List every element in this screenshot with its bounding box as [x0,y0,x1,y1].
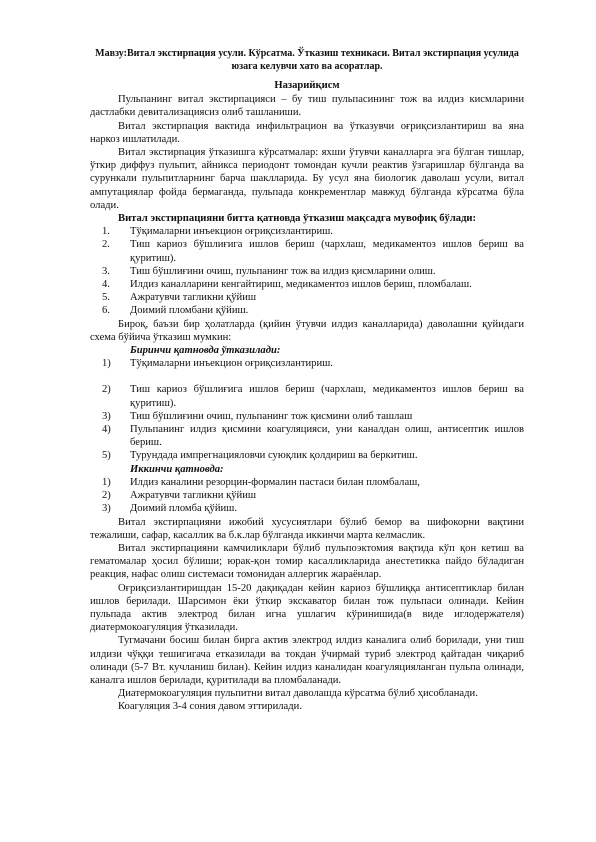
list-item [90,291,524,304]
list-text: Тиш бўшлиғини очиш, пульпанинг тож қисмини олиб ташлаш [130,410,413,422]
second-visit-title: Иккинчи қатновда: [130,463,224,475]
list-text: Турундада импрегнацияловчи суюқлик қолдириш ва беркитиш. [130,450,418,462]
list-number: 2. [102,239,110,251]
paragraph-indications: Витал экстирпация ўтказишга кўрсатмалар: яхши ўтувчи каналларга эга бўлган тишлар, ўткир диффуз пульпит, айникса периодонт томондан кучли реактив ўзгаришлар бўлганда ва сурункали пульпитларнинг барча шаклларида. Бу усул яна биологик даволаш усули, витал ампутациялар фойда бермаганда, пульпада конкрементлар мавжуд бўлганда кўрсатма бўла олади. [90,147,524,211]
stages-intro: Витал экстирпацияни битта қатновда ўтказиш мақсадга мувофиқ бўлади: [118,213,477,225]
one-visit-stages-list [90,225,524,317]
list-number: 2) [102,490,111,502]
list-text: Илдиз каналини резорцин-формалин пастаси билан пломбалаш, [130,476,420,488]
list-number: 3) [102,503,111,515]
topic-title: Мавзу:Витал экстирпация усули. Кўрсатма. Ўтказиш техникаси. Витал экстирпация усулида юзага келувчи хато ва асоратлар. [95,48,519,72]
list-number: 3. [102,265,110,277]
list-item [90,423,524,449]
list-text: Тиш кариоз бўшлиғига ишлов бериш (чархлаш, медикаментоз ишлов бериш ва қуритиш). [130,384,524,409]
list-text: Ажратувчи тагликни қўйиш [130,292,257,304]
first-visit-title: Биринчи қатновда ўтказилади: [130,345,281,357]
paragraph-advantages: Витал экстирпацияни ижобий хусусиятлари бўлиб бемор ва шифокорни вақтини тежалиши, сафар, касаллик ва б.к.лар бўлганда иккинчи марта келмаслик. [90,516,524,541]
list-number: 4) [102,424,111,436]
first-visit-list [90,357,524,462]
list-item [90,449,524,462]
list-text: Тиш бўшлиғини очиш, пульпанинг тож ва илдиз қисмларини олиш. [130,265,436,277]
list-item [90,502,524,515]
list-item [90,357,524,370]
paragraph-two-visit-intro: Бироқ, баъзи бир ҳолатларда (қийин ўтувчи илдиз каналларида) даволашни қуйидаги схема бўйича ўтказиш мумкин: [90,318,524,343]
list-text: Тўқималарни инъекцион оғриқсизлантириш. [130,358,333,370]
list-number: 4. [102,279,110,291]
paragraph-diathermo: Диатермокоагуляция пульпитни витал даволашда кўрсатма бўлиб ҳисобланади. [118,688,478,700]
second-visit-list [90,476,524,516]
document-page [90,48,524,714]
list-item [90,265,524,278]
list-item [90,489,524,502]
list-item [90,410,524,423]
paragraph-disadvantages: Витал экстирпацияни камчиликлари бўлиб пульпоэктомия вақтида кўп қон кетиш ва гематомалар ҳосил бўлиши; юрак-қон томир касалликларида анестетикка пайдо бўладиган реакция, нафас олиш системаси томонидан аллергик жараёнлар. [90,542,524,581]
paragraph-procedure: Оғриқсизлантиришдан 15-20 дақиқадан кейин кариоз бўшлиққа антисептиклар билан ишлов берилади. Шарсимон ёки ўткир экскаватор билан тож пульпаси олинади. Кейин пульпада актив электрод билан игна ушлагич кўринишида(в виде иглодержателя) диатермокоагуляция ўтказилади. [90,582,524,634]
list-item [90,238,524,264]
list-text: Тўқималарни инъекцион оғриқсизлантириш. [130,226,333,238]
list-number: 6. [102,305,110,317]
list-number: 1) [102,358,111,370]
list-item [90,304,524,317]
list-text: Доимий пломбани қўйиш. [130,305,249,317]
list-number: 5. [102,292,110,304]
list-item [90,383,524,409]
paragraph-anesthesia: Витал экстирпация вактида инфильтрацион ва ўтказувчи оғриқсизлантириш ва яна наркоз ишлатилади. [90,120,524,145]
list-text: Тиш кариоз бўшлиғига ишлов бериш (чархлаш, медикаментоз ишлов бериш ва қуритиш). [130,239,524,264]
list-text: Доимий пломба қўйиш. [130,503,237,515]
list-number: 3) [102,410,111,422]
paragraph-definition: Пульпанинг витал экстирпацияси – бу тиш пульпасининг тож ва илдиз кисмларини дастлабки девитализациясиз олиб ташланиши. [90,94,524,119]
paragraph-electrode: Тугмачани босиш билан бирга актив электрод илдиз каналига олиб борилади, уни тиш илдизи чўққи тешигигача етказилади ва токдан ўчирмай туриб электрод қайтадан чиқариб олинади (5-7 Вт. кучланиш билан). Кейин илдиз каналидан коагуляцияланган пульпа олинади, каналга ишлов берилади, қуритилади ва пломбаланади. [90,635,524,686]
list-number: 1) [102,476,111,488]
list-text: Ажратувчи тагликни қўйиш [130,490,257,502]
section-title: Назарийқисм [274,80,340,91]
list-text: Пульпанинг илдиз қисмини коагуляцияси, уни каналдан олиш, антисептик ишлов бериш. [130,424,524,449]
paragraph-coagulation-time: Коагуляция 3-4 сония давом эттирилади. [118,701,302,713]
list-number: 2) [102,384,111,396]
list-number: 5) [102,450,111,462]
list-item [90,225,524,238]
list-text: Илдиз каналларини кенгайтириш, медикаментоз ишлов бериш, пломбалаш. [130,279,472,291]
list-item [90,476,524,489]
list-number: 1. [102,226,110,238]
list-item [90,278,524,291]
